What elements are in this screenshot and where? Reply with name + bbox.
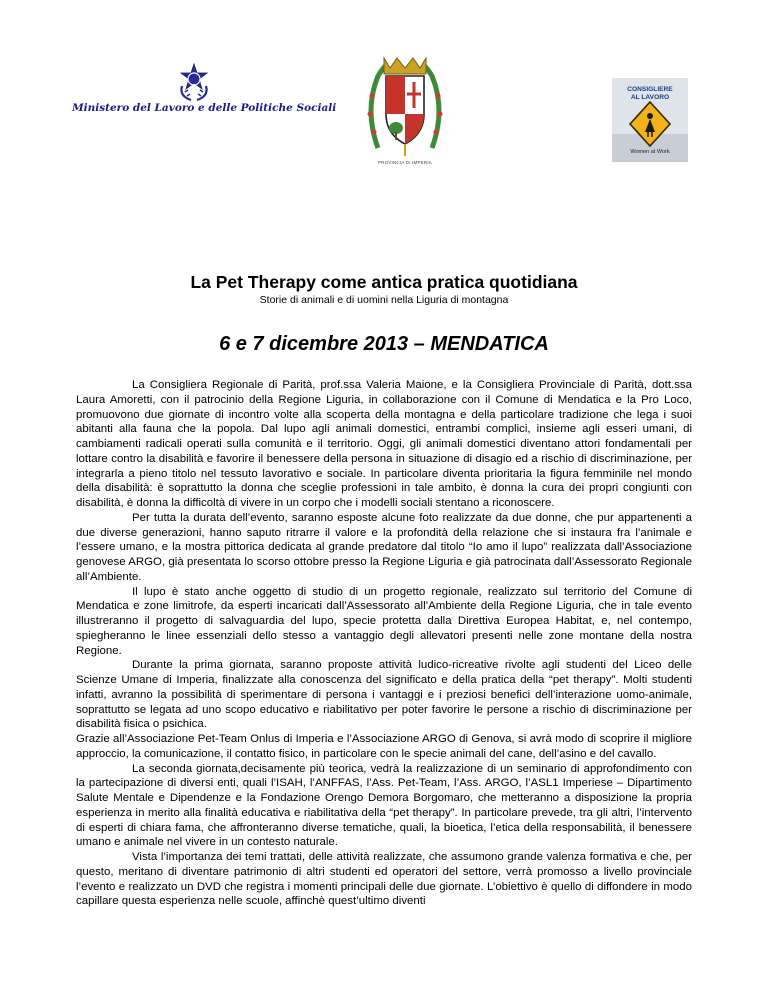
- document-body: [76, 378, 692, 909]
- badge-title: CONSIGLIERE AL LAVORO: [627, 86, 673, 101]
- document-subtitle: Storie di animali e di uomini nella Liguria di montagna: [259, 294, 509, 306]
- paragraph: Il lupo è stato anche oggetto di studio di un progetto regionale, realizzato sul territorio del Comune di Mendatica e zone limitrofe, da esperti incaricati dall’Assessorato all’Ambiente della Regione Liguria, che in tale evento illustreranno il progetto di salvaguardia del lupo, specie protetta dalla Direttiva Europea Habitat, e, nel contempo, spiegheranno le linee essenziali dello stesso a vantaggio degli allevatori presenti nelle zone montane della nostra Regione.: [76, 585, 692, 657]
- paragraph: Durante la prima giornata, saranno proposte attività ludico-ricreative rivolte agli studenti del Liceo delle Scienze Umane di Imperia, finalizzate alla conoscenza del significato e della pratica della “pet therapy”. Molti studenti infatti, avranno la possibilità di sperimentare di persona i vantaggi e i preziosi benefici dell’interazione uomo-animale, soprattutto se legata ad uno scopo educativo e riabilitativo per poter favorire le persone a rischio di discriminazione per disabilità fisica o psichica.: [76, 659, 692, 731]
- province-coat-of-arms: [362, 52, 448, 172]
- badge-subtitle: Women at Work: [630, 149, 670, 155]
- document-title: La Pet Therapy come antica pratica quotidiana: [190, 272, 578, 292]
- consigliere-al-lavoro-logo: [612, 78, 688, 162]
- paragraph: Per tutta la durata dell’evento, saranno esposte alcune foto realizzate da due donne, che pur appartenenti a due diverse generazioni, hanno saputo ritrarre il valore e la profondità della relazione che si instaura fra l’animale e l’essere umano, e la mostra pittorica dedicata al grande predatore dal titolo “Io amo il lupo” realizzata dall’Associazione genovese ARGO, già presentata lo scorso ottobre presso la Regione Liguria e già patrocinata dall’Assessorato Regionale all’Ambiente.: [76, 511, 692, 583]
- paragraph: Grazie all’Associazione Pet-Team Onlus di Imperia e l’Associazione ARGO di Genova, si avrà modo di scoprire il migliore approccio, la comunicazione, il contatto fisico, in particolare con le specie animali del cane, dell’asino e del cavallo.: [76, 733, 692, 760]
- coat-of-arms-icon: [362, 52, 448, 160]
- italian-republic-emblem-icon: [177, 62, 211, 102]
- province-caption: PROVINCIA DI IMPERIA: [377, 160, 432, 165]
- event-date-heading: 6 e 7 dicembre 2013 – MENDATICA: [219, 333, 549, 355]
- ministry-name: Ministero del Lavoro e delle Politiche Sociali: [72, 102, 337, 114]
- paragraph: La seconda giornata,decisamente più teorica, vedrà la realizzazione di un seminario di approfondimento con la partecipazione di diversi enti, quali l’ISAH, l’ANFFAS, l’Ass. Pet-Team, l’Ass. ARGO, l’ASL1 Imperiese – Dipartimento Salute Mentale e Dipendenze e la Fondazione Orengo Demora Borgomaro, che metteranno a disposizione la propria esperienza in merito alla finalità educativa e riabilitativa della “pet therapy”. In particolare prevede, tra gli altri, l’intervento di esperti di chiara fama, che affronteranno diverse tematiche, quali, la bioetica, l’etica della responsabilità, il benessere umano e animale nel vivere in un contesto naturale.: [76, 762, 692, 849]
- paragraph: Vista l’importanza dei temi trattati, delle attività realizzate, che assumono grande valenza formativa e che, per questo, meritano di diventare patrimonio di altri studenti ed operatori del settore, verrà promosso a livello provinciale l’evento e realizzato un DVD che registra i momenti principali delle due giornate. L’obiettivo è quello di diffondere in modo capillare questa esperienza nelle scuole, affinchè quest’ultimo diventi: [76, 851, 692, 908]
- paragraph: La Consigliera Regionale di Parità, prof.ssa Valeria Maione, e la Consigliera Provinciale di Parità, dott.ssa Laura Amoretti, con il patrocinio della Regione Liguria, in collaborazione con il Comune di Mendatica e la Pro Loco, promuovono due giornate di incontro volte alla scoperta della montagna e della particolare tradizione che lega i suoi abitanti alla fauna che la popola. Dal lupo agli animali domestici, entrambi complici, insieme agli esseri umani, di cambiamenti radicali operati sulla comunità e il territorio. Oggi, gli animali domestici diventano attori fondamentali per lottare contro la disabilità e favorire il benessere della persona in situazione di disagio ed a rischio di discriminazione, per integrarla a pieno titolo nel tessuto lavorativo e sociale. In particolare diventa prioritaria la figura femminile nel mondo della disabilità: è soprattutto la donna che sceglie professioni in tale ambito, è donna la cura dei propri congiunti con disabilità, è donna la difficoltà di vivere in un corpo che i modelli sociali stentano a riconoscere.: [76, 379, 692, 509]
- page-header: [0, 0, 768, 200]
